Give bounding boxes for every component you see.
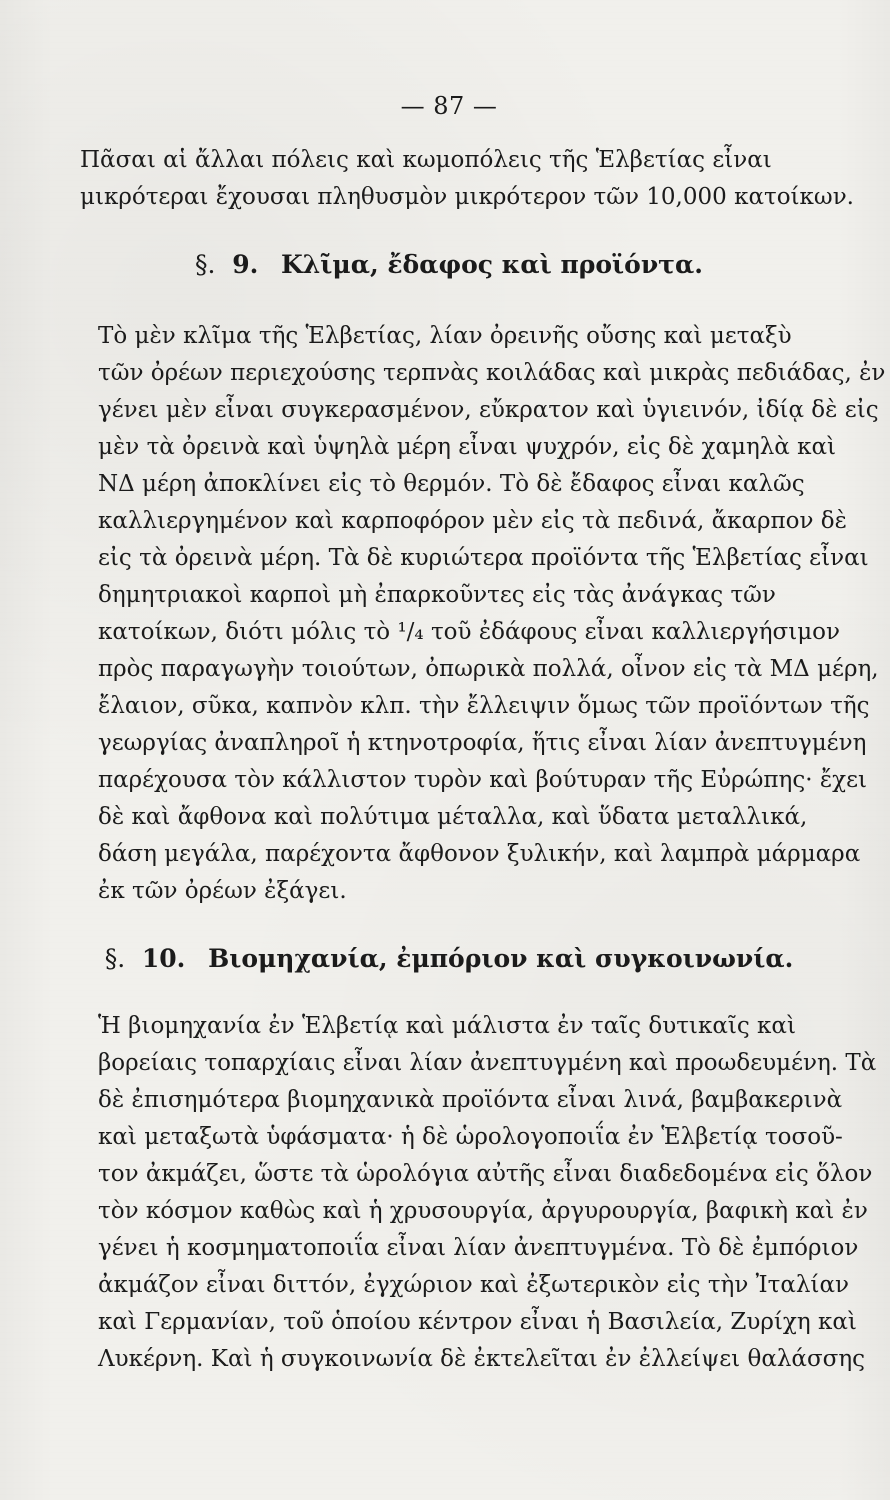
section-9-symbol: §. bbox=[195, 250, 216, 279]
section-10-line-3: δὲ ἐπισημότερα βιομηχανικὰ προϊόντα εἶναι λινά, βαμβακερινὰ bbox=[98, 1087, 843, 1113]
section-10-symbol: §. bbox=[104, 944, 126, 973]
section-10-line-10: Λυκέρνη. Καὶ ἡ συγκοινωνία δὲ ἐκτελεῖται ἐν ἐλλείψει θαλάσσης bbox=[98, 1346, 866, 1372]
section-9-number: 9. bbox=[232, 250, 259, 279]
section-9-line-16: ἐκ τῶν ὀρέων ἐξάγει. bbox=[98, 878, 347, 904]
intro-paragraph bbox=[80, 142, 854, 216]
section-10-number: 10. bbox=[141, 944, 186, 973]
intro-line-1: Πᾶσαι αἱ ἄλλαι πόλεις καὶ κωμοπόλεις τῆς Ἑλβετίας εἶναι bbox=[80, 147, 772, 173]
section-10-line-5: τον ἀκμάζει, ὥστε τὰ ὡρολόγια αὐτῆς εἶναι διαδεδομένα εἰς ὅλον bbox=[98, 1161, 873, 1187]
section-9-line-7: εἰς τὰ ὀρεινὰ μέρη. Τὰ δὲ κυριώτερα προϊόντα τῆς Ἑλβετίας εἶναι bbox=[98, 545, 869, 571]
section-9-line-5: ΝΔ μέρη ἀποκλίνει εἰς τὸ θερμόν. Τὸ δὲ ἔδαφος εἶναι καλῶς bbox=[98, 471, 805, 497]
section-10-line-4: καὶ μεταξωτὰ ὑφάσματα· ἡ δὲ ὡρολογοποιΐα ἐν Ἑλβετίᾳ τοσοῦ- bbox=[98, 1124, 843, 1150]
section-9-line-12: γεωργίας ἀναπληροῖ ἡ κτηνοτροφία, ἥτις εἶναι λίαν ἀνεπτυγμένη bbox=[98, 730, 867, 756]
section-10-line-7: γένει ἡ κοσμηματοποιΐα εἶναι λίαν ἀνεπτυγμένα. Τὸ δὲ ἐμπόριον bbox=[98, 1235, 859, 1261]
section-9-line-8: δημητριακοὶ καρποὶ μὴ ἐπαρκοῦντες εἰς τὰς ἀνάγκας τῶν bbox=[98, 582, 776, 608]
section-9-line-3: γένει μὲν εἶναι συγκερασμένον, εὔκρατον καὶ ὑγιεινόν, ἰδίᾳ δὲ εἰς bbox=[98, 397, 879, 423]
intro-line-2: μικρότεραι ἔχουσαι πληθυσμὸν μικρότερον τῶν 10,000 κατοίκων. bbox=[80, 184, 854, 210]
section-10-title: Βιομηχανία, ἐμπόριον καὶ συγκοινωνία. bbox=[208, 944, 794, 973]
section-9-line-4: μὲν τὰ ὀρεινὰ καὶ ὑψηλὰ μέρη εἶναι ψυχρόν, εἰς δὲ χαμηλὰ καὶ bbox=[98, 434, 837, 460]
section-9-heading bbox=[80, 250, 818, 280]
section-9-line-13: παρέχουσα τὸν κάλλιστον τυρὸν καὶ βούτυραν τῆς Εὐρώπης· ἔχει bbox=[98, 767, 868, 793]
section-9-line-2: τῶν ὀρέων περιεχούσης τερπνὰς κοιλάδας καὶ μικρὰς πεδιάδας, ἐν bbox=[98, 360, 886, 386]
section-10-line-6: τὸν κόσμον καθὼς καὶ ἡ χρυσουργία, ἀργυρουργία, βαφικὴ καὶ ἐν bbox=[98, 1198, 868, 1224]
section-10-line-2: βορείαις τοπαρχίαις εἶναι λίαν ἀνεπτυγμένη καὶ προωδευμένη. Τὰ bbox=[98, 1050, 877, 1076]
section-9-line-6: καλλιεργημένον καὶ καρποφόρον μὲν εἰς τὰ πεδινά, ἄκαρπον δὲ bbox=[98, 508, 847, 534]
section-9-line-9: κατοίκων, διότι μόλις τὸ ¹/₄ τοῦ ἐδάφους εἶναι καλλιεργήσιμον bbox=[98, 619, 840, 645]
section-10-line-1: Ἡ βιομηχανία ἐν Ἑλβετίᾳ καὶ μάλιστα ἐν ταῖς δυτικαῖς καὶ bbox=[98, 1013, 796, 1039]
section-10-line-9: καὶ Γερμανίαν, τοῦ ὁποίου κέντρον εἶναι ἡ Βασιλεία, Ζυρίχη καὶ bbox=[98, 1309, 857, 1335]
section-9-title: Κλῖμα, ἔδαφος καὶ προϊόντα. bbox=[281, 250, 703, 279]
section-9-line-15: δάση μεγάλα, παρέχοντα ἄφθονον ξυλικήν, καὶ λαμπρὰ μάρμαρα bbox=[98, 841, 861, 867]
section-9-line-1: Τὸ μὲν κλῖμα τῆς Ἑλβετίας, λίαν ὀρεινῆς οὔσης καὶ μεταξὺ bbox=[98, 323, 792, 349]
section-9-line-10: πρὸς παραγωγὴν τοιούτων, ὀπωρικὰ πολλά, οἶνον εἰς τὰ ΜΔ μέρη, bbox=[98, 656, 879, 682]
section-9-paragraph bbox=[80, 318, 886, 910]
page-number: — 87 — bbox=[400, 92, 498, 120]
section-9-line-14: δὲ καὶ ἄφθονα καὶ πολύτιμα μέταλλα, καὶ ὕδατα μεταλλικά, bbox=[98, 804, 808, 830]
section-10-line-8: ἀκμάζον εἶναι διττόν, ἐγχώριον καὶ ἐξωτερικὸν εἰς τὴν Ἰταλίαν bbox=[98, 1272, 849, 1298]
section-9-line-11: ἔλαιον, σῦκα, καπνὸν κλπ. τὴν ἔλλειψιν ὅμως τῶν προϊόντων τῆς bbox=[98, 693, 870, 719]
section-10-heading bbox=[80, 944, 818, 974]
section-10-paragraph bbox=[80, 1008, 877, 1378]
